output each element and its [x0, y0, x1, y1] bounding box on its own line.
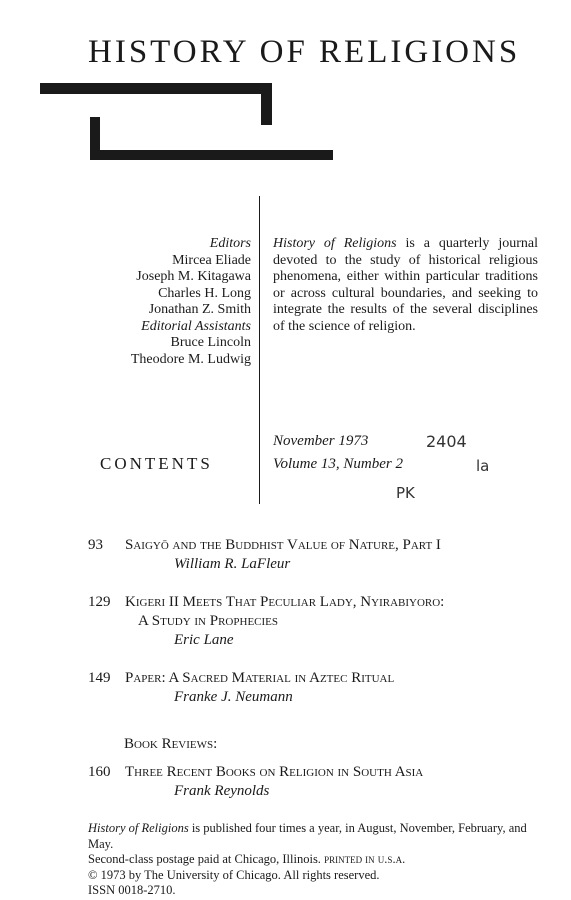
publication-info: [88, 821, 538, 852]
article-author: Frank Reynolds: [174, 783, 270, 799]
editor-name: Jonathan Z. Smith: [148, 302, 251, 317]
handwritten-note: PK: [396, 484, 415, 502]
article-page-number: 149: [88, 670, 111, 686]
printed-text: printed in u.s.a.: [324, 852, 406, 866]
article-title: Saigyō and the Buddhist Value of Nature, Part I: [125, 537, 441, 553]
article-subtitle: A Study in Prophecies: [138, 613, 278, 629]
issn-text: ISSN 0018-2710.: [88, 883, 176, 897]
editors-heading: Editors: [209, 236, 251, 251]
assistant-name: Bruce Lincoln: [170, 335, 251, 350]
issue-volume: Volume 13, Number 2: [273, 456, 403, 472]
copyright-text: © 1973 by The University of Chicago. All rights reserved.: [88, 867, 380, 882]
description-journal-name: History of Religions: [273, 236, 397, 251]
editorial-assistants-heading: Editorial Assistants: [141, 318, 251, 334]
handwritten-note: la: [476, 457, 490, 475]
article-page-number: 93: [88, 537, 103, 553]
description-text: is a quarterly journal devoted to the study of historical religious phenomena, either within particular traditions or across cultural boundaries, and seeking to integrate the results of the several disciplines of the science of religion.: [273, 236, 538, 334]
article-title: Paper: A Sacred Material in Aztec Ritual: [125, 670, 395, 686]
article-title: Three Recent Books on Religion in South Asia: [125, 764, 424, 780]
handwritten-note: 2404: [426, 432, 467, 451]
journal-title: HISTORY OF RELIGIONS: [88, 34, 521, 70]
article-author: Eric Lane: [174, 632, 234, 648]
logo-top-bar: [40, 83, 272, 94]
publication-footer: [88, 821, 538, 899]
article-author: William R. LaFleur: [174, 556, 291, 572]
postage-info: [88, 852, 538, 868]
issue-date: November 1973: [273, 433, 369, 449]
editor-name: Joseph M. Kitagawa: [136, 269, 251, 284]
journal-description: [273, 236, 538, 335]
book-reviews-heading: Book Reviews:: [124, 736, 218, 752]
article-author: Franke J. Neumann: [174, 689, 293, 705]
editor-name: Charles H. Long: [158, 285, 251, 301]
assistant-name: Theodore M. Ludwig: [130, 351, 251, 367]
editor-name: Mircea Eliade: [172, 252, 251, 268]
column-divider: [259, 196, 260, 504]
editors-block: [131, 236, 251, 368]
article-page-number: 129: [88, 594, 111, 610]
article-title: Kigeri II Meets That Peculiar Lady, Nyirabiyoro:: [125, 594, 445, 610]
article-page-number: 160: [88, 764, 111, 780]
footer-journal-name: History of Religions: [88, 821, 189, 835]
postage-text: Second-class postage paid at Chicago, Illinois.: [88, 852, 321, 866]
contents-heading: CONTENTS: [100, 454, 213, 473]
logo-bottom-bar: [90, 150, 333, 160]
publication-text: is published four times a year, in August, November, February, and May.: [88, 821, 527, 851]
logo-right-bar: [261, 83, 272, 125]
